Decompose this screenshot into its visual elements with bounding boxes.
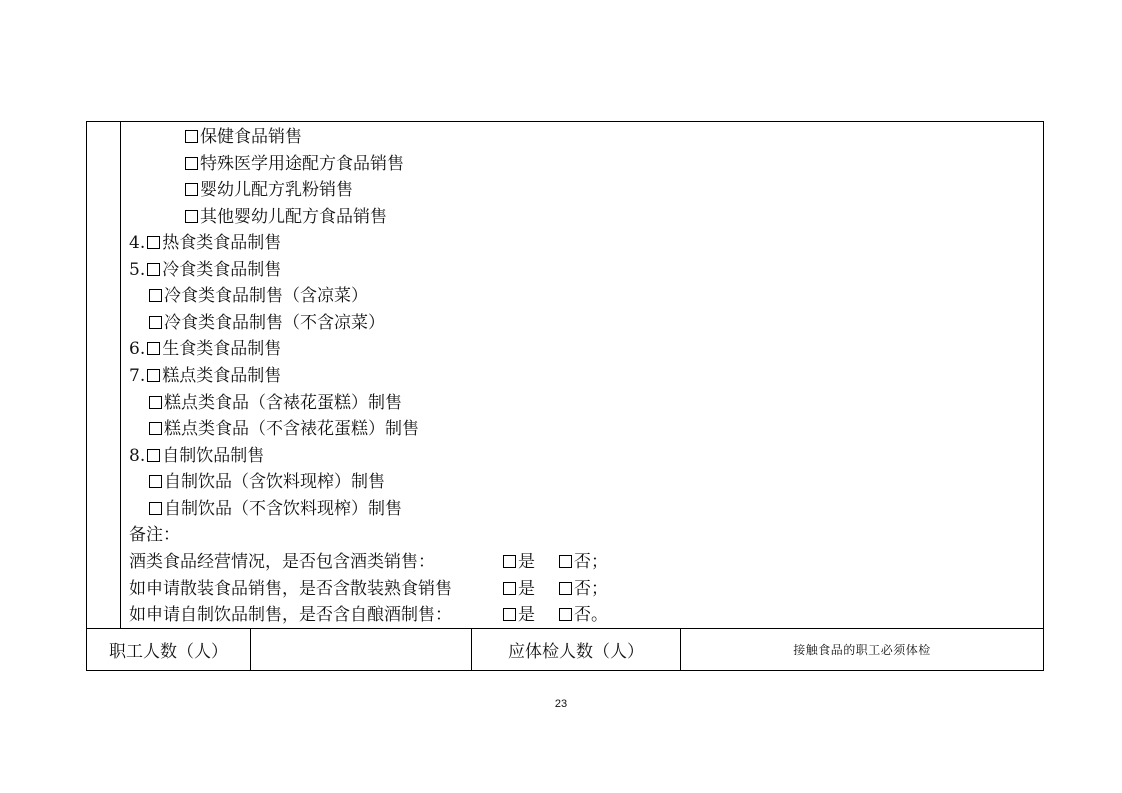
staff-count-label: 职工人数（人） bbox=[87, 629, 251, 670]
item-number: 4. bbox=[129, 233, 146, 253]
checkbox-icon[interactable] bbox=[503, 608, 516, 621]
option-label: 特殊医学用途配方食品销售 bbox=[200, 154, 404, 174]
checkbox-icon[interactable] bbox=[559, 608, 572, 621]
option-label: 生食类食品制售 bbox=[162, 339, 282, 359]
item-number: 7. bbox=[129, 366, 146, 386]
checkbox-icon[interactable] bbox=[503, 555, 516, 568]
checkbox-icon[interactable] bbox=[185, 183, 198, 196]
checkbox-icon[interactable] bbox=[185, 157, 198, 170]
checkbox-icon[interactable] bbox=[149, 475, 162, 488]
option-infant-formula-milk[interactable] bbox=[185, 177, 353, 203]
yes-option[interactable] bbox=[503, 576, 535, 602]
option-label: 自制饮品（不含饮料现榨）制售 bbox=[164, 499, 402, 519]
option-drinks-with-juice[interactable] bbox=[149, 469, 385, 495]
checkbox-icon[interactable] bbox=[185, 210, 198, 223]
option-hot-food[interactable] bbox=[129, 230, 281, 256]
left-column-cell bbox=[87, 122, 121, 628]
no-label: 否； bbox=[574, 552, 608, 572]
option-label: 糕点类食品（含裱花蛋糕）制售 bbox=[164, 393, 402, 413]
checkbox-icon[interactable] bbox=[559, 582, 572, 595]
remark-question: 酒类食品经营情况，是否包含酒类销售： bbox=[129, 552, 435, 572]
checkbox-icon[interactable] bbox=[149, 316, 162, 329]
health-check-field[interactable]: 接触食品的职工必须体检 bbox=[793, 643, 931, 657]
option-label: 糕点类食品制售 bbox=[162, 366, 282, 386]
option-label: 其他婴幼儿配方食品销售 bbox=[200, 207, 387, 227]
remark-question: 如申请散装食品销售，是否含散装熟食销售 bbox=[129, 579, 452, 599]
remark-bulk-food-row bbox=[129, 576, 649, 602]
option-drinks-without-juice[interactable] bbox=[149, 496, 402, 522]
option-label: 糕点类食品（不含裱花蛋糕）制售 bbox=[164, 419, 419, 439]
staff-table-row bbox=[86, 628, 1044, 671]
no-label: 否； bbox=[574, 579, 608, 599]
checkbox-icon[interactable] bbox=[147, 369, 160, 382]
option-label: 冷食类食品制售（不含凉菜） bbox=[164, 313, 385, 333]
checkbox-icon[interactable] bbox=[149, 289, 162, 302]
remarks-label: 备注： bbox=[129, 525, 180, 545]
checkbox-icon[interactable] bbox=[149, 502, 162, 515]
option-drinks[interactable] bbox=[129, 443, 264, 469]
business-items-list bbox=[129, 122, 1043, 628]
checkbox-icon[interactable] bbox=[503, 582, 516, 595]
option-label: 婴幼儿配方乳粉销售 bbox=[200, 180, 353, 200]
page-number: 23 bbox=[554, 698, 568, 710]
remark-brewing-row bbox=[129, 602, 649, 628]
option-label: 热食类食品制售 bbox=[162, 233, 282, 253]
health-check-label: 应体检人数（人） bbox=[472, 629, 681, 670]
option-pastry-without-cake[interactable] bbox=[149, 416, 419, 442]
option-special-medical[interactable] bbox=[185, 151, 404, 177]
yes-label: 是 bbox=[518, 552, 535, 572]
option-pastry[interactable] bbox=[129, 363, 281, 389]
no-option[interactable] bbox=[559, 576, 608, 602]
checkbox-icon[interactable] bbox=[147, 236, 160, 249]
staff-count-field[interactable] bbox=[251, 629, 472, 670]
option-cold-with-salad[interactable] bbox=[149, 283, 368, 309]
option-label: 自制饮品（含饮料现榨）制售 bbox=[164, 472, 385, 492]
remark-question: 如申请自制饮品制售，是否含自酿酒制售： bbox=[129, 605, 452, 625]
yes-option[interactable] bbox=[503, 549, 535, 575]
item-number: 6. bbox=[129, 339, 146, 359]
business-items-block bbox=[86, 121, 1044, 628]
no-option[interactable] bbox=[559, 549, 608, 575]
no-option[interactable] bbox=[559, 602, 608, 628]
yes-label: 是 bbox=[518, 579, 535, 599]
item-number: 8. bbox=[129, 446, 146, 466]
option-other-infant-formula[interactable] bbox=[185, 204, 387, 230]
option-label: 冷食类食品制售 bbox=[162, 260, 282, 280]
option-label: 自制饮品制售 bbox=[162, 446, 265, 466]
checkbox-icon[interactable] bbox=[149, 396, 162, 409]
option-raw-food[interactable] bbox=[129, 336, 281, 362]
option-label: 冷食类食品制售（含凉菜） bbox=[164, 286, 368, 306]
remark-liquor-row bbox=[129, 549, 649, 575]
checkbox-icon[interactable] bbox=[559, 555, 572, 568]
yes-option[interactable] bbox=[503, 602, 535, 628]
checkbox-icon[interactable] bbox=[147, 263, 160, 276]
option-cold-without-salad[interactable] bbox=[149, 310, 385, 336]
checkbox-icon[interactable] bbox=[185, 130, 198, 143]
checkbox-icon[interactable] bbox=[147, 449, 160, 462]
checkbox-icon[interactable] bbox=[149, 422, 162, 435]
option-cold-food[interactable] bbox=[129, 257, 281, 283]
item-number: 5. bbox=[129, 260, 146, 280]
yes-label: 是 bbox=[518, 605, 535, 625]
no-label: 否。 bbox=[574, 605, 608, 625]
option-health-food[interactable] bbox=[185, 124, 302, 150]
checkbox-icon[interactable] bbox=[147, 342, 160, 355]
option-pastry-with-cake[interactable] bbox=[149, 390, 402, 416]
option-label: 保健食品销售 bbox=[200, 127, 302, 147]
